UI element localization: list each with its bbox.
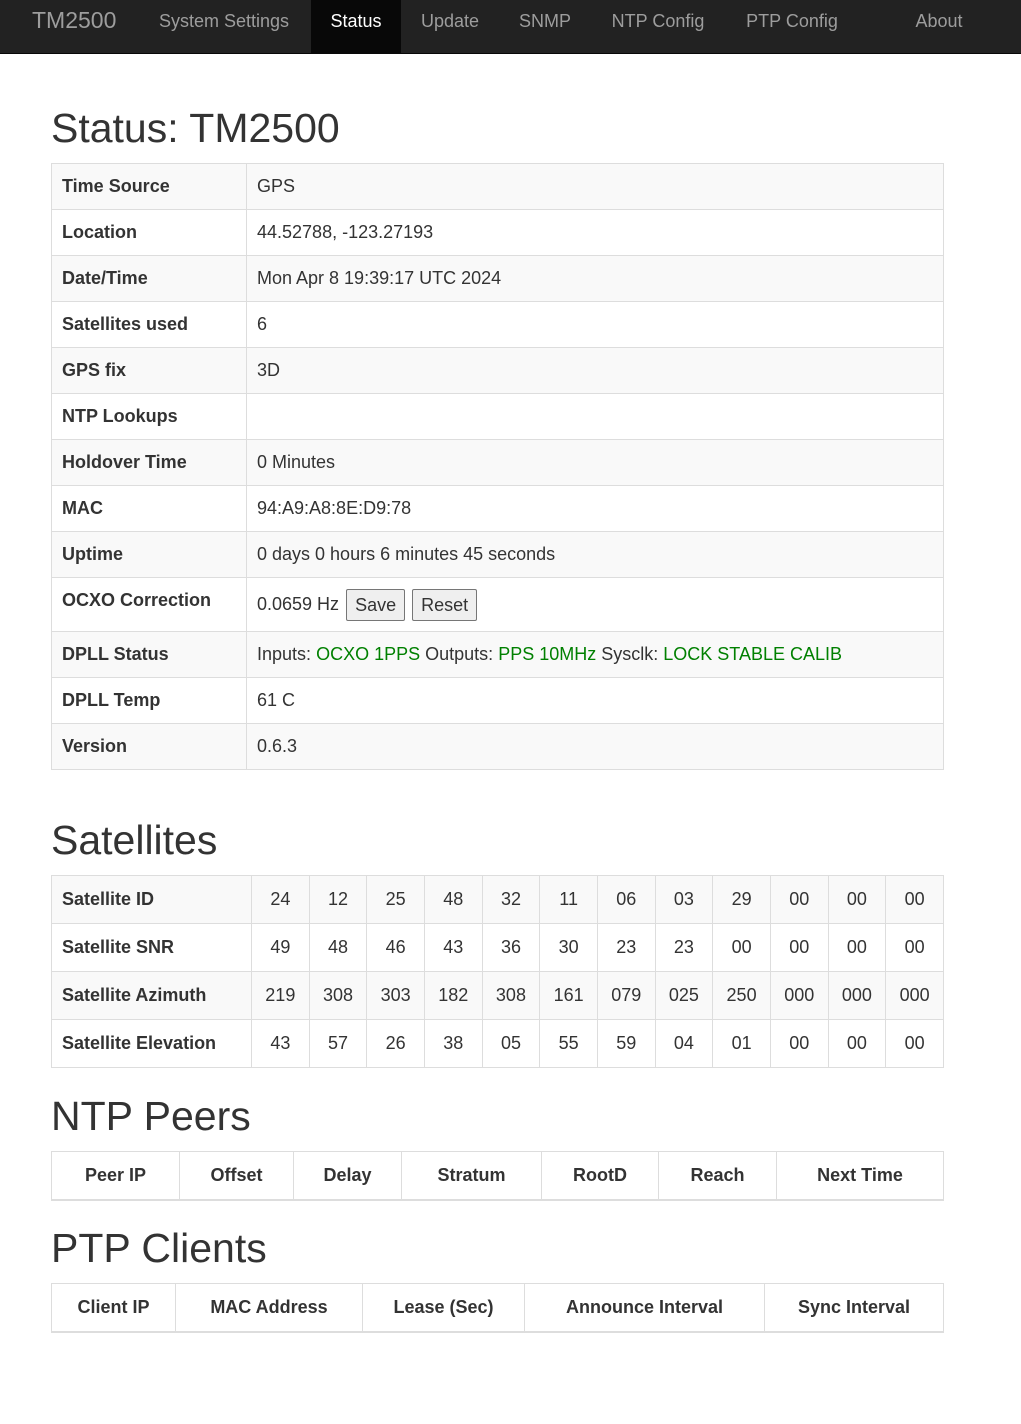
top-navbar — [0, 0, 1021, 54]
satellite-cell: 04 — [655, 1020, 713, 1068]
status-key: Location — [52, 210, 247, 256]
satellite-cell: 46 — [367, 924, 425, 972]
status-value: 61 C — [247, 678, 944, 724]
satellite-cell: 025 — [655, 972, 713, 1020]
dpll-sysclk-value: LOCK STABLE CALIB — [663, 644, 843, 664]
satellites-heading: Satellites — [51, 817, 218, 863]
column-header: Sync Interval — [765, 1284, 944, 1332]
status-row-uptime — [52, 532, 944, 578]
ptp-clients-header-row — [52, 1284, 944, 1332]
satellite-cell: 00 — [770, 1020, 828, 1068]
status-value: 6 — [247, 302, 944, 348]
status-row-dpll-status — [52, 632, 944, 678]
satellite-cell: 308 — [309, 972, 367, 1020]
column-header: Client IP — [52, 1284, 176, 1332]
status-key: DPLL Temp — [52, 678, 247, 724]
satellite-cell: 00 — [828, 876, 886, 924]
status-value: 3D — [247, 348, 944, 394]
save-button[interactable]: Save — [346, 589, 405, 621]
satellite-cell: 182 — [424, 972, 482, 1020]
status-row-location — [52, 210, 944, 256]
status-row-ntp-lookups — [52, 394, 944, 440]
satellite-cell: 06 — [597, 876, 655, 924]
dpll-outputs-label: Outputs: — [425, 644, 494, 664]
status-row-ocxo-correction — [52, 578, 944, 632]
satellite-cell: 29 — [713, 876, 771, 924]
status-value: Mon Apr 8 19:39:17 UTC 2024 — [247, 256, 944, 302]
status-key: DPLL Status — [52, 632, 247, 678]
satellite-cell: 00 — [886, 1020, 944, 1068]
satellite-cell: 00 — [828, 924, 886, 972]
satellite-cell: 05 — [482, 1020, 540, 1068]
nav-ptp-config[interactable]: PTP Config — [746, 11, 838, 31]
status-value — [247, 394, 944, 440]
column-header: Stratum — [402, 1152, 542, 1200]
column-header: Lease (Sec) — [363, 1284, 525, 1332]
page-title: Status: TM2500 — [51, 105, 340, 151]
status-key: GPS fix — [52, 348, 247, 394]
column-header: Announce Interval — [525, 1284, 765, 1332]
satellite-cell: 23 — [655, 924, 713, 972]
status-key: Uptime — [52, 532, 247, 578]
satellite-cell: 00 — [770, 876, 828, 924]
status-key: Date/Time — [52, 256, 247, 302]
status-key: Satellites used — [52, 302, 247, 348]
column-header: MAC Address — [176, 1284, 363, 1332]
dpll-sysclk-label: Sysclk: — [601, 644, 659, 664]
column-header: RootD — [542, 1152, 659, 1200]
satellite-cell: 55 — [540, 1020, 598, 1068]
column-header: Peer IP — [52, 1152, 180, 1200]
satellite-cell: 000 — [770, 972, 828, 1020]
status-row-version — [52, 724, 944, 770]
status-key: Holdover Time — [52, 440, 247, 486]
satellites-table — [51, 875, 944, 1068]
satellite-cell: 12 — [309, 876, 367, 924]
satellite-row-label: Satellite Azimuth — [52, 972, 252, 1020]
status-value: 0.6.3 — [247, 724, 944, 770]
satellite-row — [52, 972, 944, 1020]
column-header: Reach — [659, 1152, 777, 1200]
status-value: GPS — [247, 164, 944, 210]
satellite-cell: 49 — [252, 924, 310, 972]
satellite-cell: 59 — [597, 1020, 655, 1068]
ptp-clients-heading: PTP Clients — [51, 1225, 267, 1271]
ptp-clients-table — [51, 1283, 944, 1333]
satellite-row-label: Satellite ID — [52, 876, 252, 924]
satellite-cell: 01 — [713, 1020, 771, 1068]
ntp-peers-table — [51, 1151, 944, 1201]
satellite-cell: 38 — [424, 1020, 482, 1068]
satellite-row-label: Satellite SNR — [52, 924, 252, 972]
satellite-cell: 00 — [770, 924, 828, 972]
satellite-cell: 00 — [713, 924, 771, 972]
dpll-inputs-label: Inputs: — [257, 644, 312, 664]
status-row-date-time — [52, 256, 944, 302]
navbar-brand[interactable]: TM2500 — [32, 7, 117, 33]
column-header: Offset — [180, 1152, 294, 1200]
status-value: 94:A9:A8:8E:D9:78 — [247, 486, 944, 532]
satellite-cell: 00 — [828, 1020, 886, 1068]
ocxo-correction-value: 0.0659 Hz — [257, 593, 340, 614]
nav-about[interactable]: About — [915, 11, 963, 31]
ntp-peers-header-row — [52, 1152, 944, 1200]
nav-system-settings[interactable]: System Settings — [158, 11, 290, 31]
satellite-cell: 11 — [540, 876, 598, 924]
satellite-cell: 30 — [540, 924, 598, 972]
satellite-cell: 000 — [828, 972, 886, 1020]
satellite-cell: 250 — [713, 972, 771, 1020]
satellite-cell: 079 — [597, 972, 655, 1020]
satellite-cell: 308 — [482, 972, 540, 1020]
nav-snmp[interactable]: SNMP — [518, 11, 571, 31]
satellite-row — [52, 924, 944, 972]
satellite-cell: 24 — [252, 876, 310, 924]
status-key: MAC — [52, 486, 247, 532]
ntp-peers-heading: NTP Peers — [51, 1093, 251, 1139]
satellite-cell: 43 — [252, 1020, 310, 1068]
satellite-cell: 36 — [482, 924, 540, 972]
column-header: Delay — [294, 1152, 402, 1200]
satellite-cell: 43 — [424, 924, 482, 972]
satellite-cell: 26 — [367, 1020, 425, 1068]
status-key: Time Source — [52, 164, 247, 210]
satellite-cell: 219 — [252, 972, 310, 1020]
reset-button[interactable]: Reset — [412, 589, 477, 621]
status-value — [247, 578, 944, 632]
dpll-outputs-value: PPS 10MHz — [498, 644, 597, 664]
status-key: Version — [52, 724, 247, 770]
satellite-cell: 25 — [367, 876, 425, 924]
satellite-cell: 00 — [886, 924, 944, 972]
status-row-gps-fix — [52, 348, 944, 394]
status-key: OCXO Correction — [52, 578, 247, 632]
satellite-cell: 57 — [309, 1020, 367, 1068]
status-row-dpll-temp — [52, 678, 944, 724]
satellite-cell: 03 — [655, 876, 713, 924]
satellite-cell: 00 — [886, 876, 944, 924]
status-value — [247, 632, 944, 678]
satellite-cell: 48 — [424, 876, 482, 924]
satellite-cell: 32 — [482, 876, 540, 924]
nav-update[interactable]: Update — [420, 11, 480, 31]
nav-ntp-config[interactable]: NTP Config — [611, 11, 705, 31]
status-row-mac — [52, 486, 944, 532]
satellite-row-label: Satellite Elevation — [52, 1020, 252, 1068]
satellite-cell: 000 — [886, 972, 944, 1020]
satellite-row — [52, 876, 944, 924]
status-row-time-source — [52, 164, 944, 210]
satellite-cell: 303 — [367, 972, 425, 1020]
dpll-inputs-value: OCXO 1PPS — [316, 644, 421, 664]
status-row-satellites-used — [52, 302, 944, 348]
column-header: Next Time — [777, 1152, 944, 1200]
satellite-cell: 23 — [597, 924, 655, 972]
status-value: 0 days 0 hours 6 minutes 45 seconds — [247, 532, 944, 578]
status-key: NTP Lookups — [52, 394, 247, 440]
status-value: 44.52788, -123.27193 — [247, 210, 944, 256]
status-row-holdover-time — [52, 440, 944, 486]
nav-status[interactable]: Status — [311, 0, 401, 53]
satellite-row — [52, 1020, 944, 1068]
satellite-cell: 161 — [540, 972, 598, 1020]
satellite-cell: 48 — [309, 924, 367, 972]
status-table — [51, 163, 944, 770]
status-value: 0 Minutes — [247, 440, 944, 486]
